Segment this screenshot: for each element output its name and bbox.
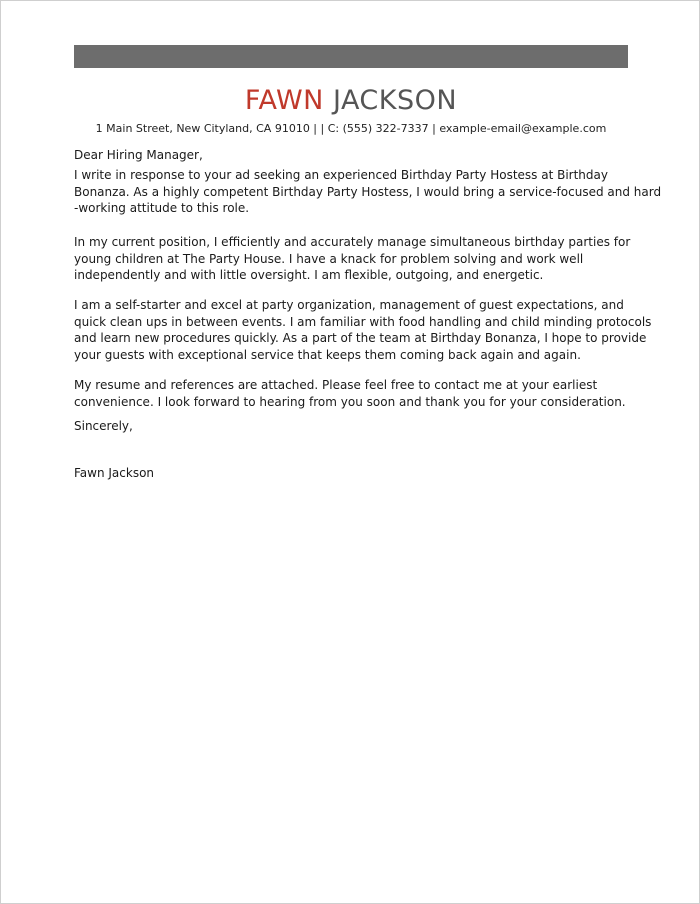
- paragraph-4: [74, 377, 634, 410]
- applicant-name: [1, 84, 700, 118]
- paragraph-3: [74, 297, 652, 363]
- header-bar: [74, 45, 628, 68]
- paragraph-line: I write in response to your ad seeking an experienced Birthday Party Hostess at Birthday: [74, 168, 608, 182]
- paragraph-line: quick clean ups in between events. I am familiar with food handling and child minding protocols: [74, 314, 652, 329]
- paragraph-1: [74, 167, 662, 217]
- paragraph-line: convenience. I look forward to hearing from you soon and thank you for your consideration.: [74, 394, 626, 409]
- salutation: Dear Hiring Manager,: [74, 148, 203, 162]
- paragraph-line: In my current position, I efficiently and accurately manage simultaneous birthday parties for: [74, 235, 631, 249]
- paragraph-line: young children at The Party House. I have a knack for problem solving and work well: [74, 251, 584, 266]
- paragraph-line: and learn new procedures quickly. As a part of the team at Birthday Bonanza, I hope to provide: [74, 331, 647, 345]
- paragraph-line: your guests with exceptional service that keeps them coming back again and again.: [74, 347, 581, 362]
- last-name: JACKSON: [332, 85, 458, 116]
- paragraph-2: [74, 234, 634, 284]
- closing: Sincerely,: [74, 419, 133, 433]
- contact-line: 1 Main Street, New Cityland, CA 91010 | | C: (555) 322-7337 | example-email@example.com: [95, 122, 607, 135]
- paragraph-line: -working attitude to this role.: [74, 201, 250, 215]
- paragraph-line: Bonanza. As a highly competent Birthday Party Hostess, I would bring a service-focused and hard: [74, 184, 662, 199]
- first-name: FAWN: [244, 85, 324, 116]
- signature-name: Fawn Jackson: [74, 466, 155, 480]
- paragraph-line: My resume and references are attached. Please feel free to contact me at your earliest: [74, 378, 598, 392]
- paragraph-line: independently and with little oversight. I am flexible, outgoing, and energetic.: [74, 268, 544, 282]
- paragraph-line: I am a self-starter and excel at party organization, management of guest expectations, and: [74, 298, 624, 312]
